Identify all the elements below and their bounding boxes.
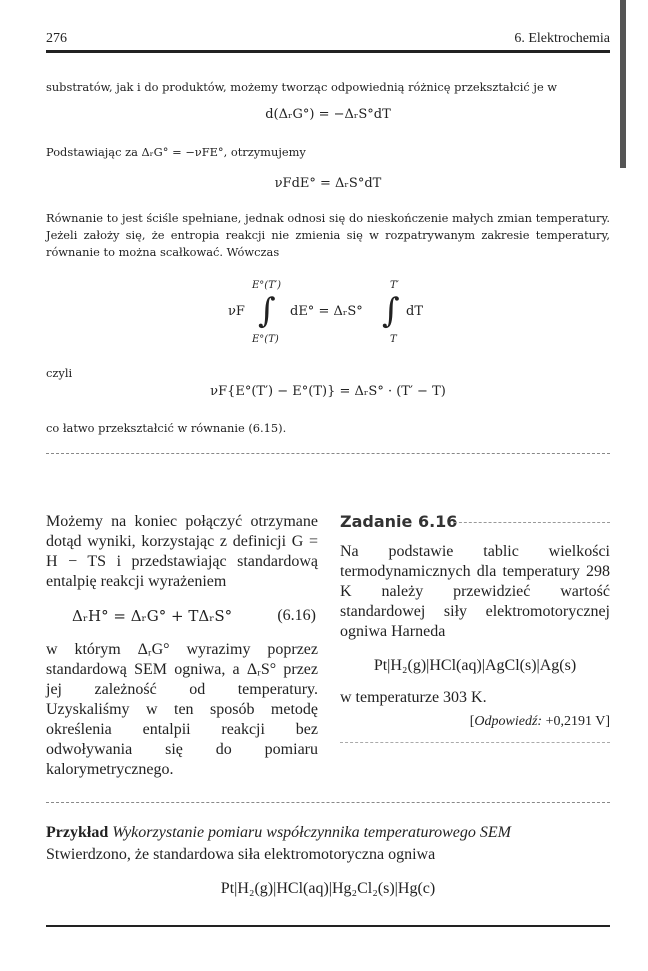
answer-value: +0,2191 V: [545, 714, 606, 729]
example-label: Przykład: [46, 824, 109, 841]
integral-sign: ∫: [258, 291, 276, 331]
left-column: [46, 512, 318, 780]
integral-middle: dE° = ΔᵣS°: [290, 304, 363, 319]
paragraph: w temperaturze 303 K.: [340, 689, 487, 706]
equation: νF{E°(T′) − E°(T)} = ΔᵣS° · (T′ − T): [210, 384, 446, 399]
paragraph: Możemy na koniec połączyć otrzymane dotąd wyniki, korzystając z definicji G = H − TS i przedstawiając standardową entalpię reakcji wyrażeniem: [46, 513, 318, 590]
integral-lower-limit: E°(T): [252, 334, 279, 345]
paragraph: Stwierdzono, że standardowa siła elektromotoryczna ogniwa: [46, 846, 436, 863]
integral-upper-limit: T′: [390, 280, 399, 291]
answer-label: Odpowiedź:: [474, 714, 543, 729]
equation: νFdE° = ΔᵣS°dT: [274, 176, 382, 191]
integral-equation: [0, 278, 648, 348]
equation-number: (6.16): [277, 607, 316, 624]
equation: d(ΔᵣG°) = −ΔᵣS°dT: [265, 107, 391, 122]
exercise-bottom-rule: [340, 742, 610, 743]
integral-end: dT: [406, 304, 423, 319]
example-title: Wykorzystanie pomiaru współczynnika temperaturowego SEM: [112, 824, 511, 841]
equation-6-16: [46, 592, 318, 640]
paragraph: Podstawiając za ΔᵣG° = −νFE°, otrzymujemy: [46, 145, 306, 159]
paragraph: co łatwo przekształcić w równanie (6.15).: [46, 421, 287, 435]
word-czyli: czyli: [46, 366, 73, 380]
section-divider: [46, 453, 610, 454]
paragraph: Na podstawie tablic wielkości termodynamicznych dla temperatury 298 K należy przewidzieć wartość standardowej siły elektromotorycznej ogniwa Harneda: [340, 543, 610, 640]
section-divider: [46, 802, 610, 803]
example-block: [46, 822, 610, 900]
right-column: [340, 512, 610, 743]
title-rule: [454, 522, 610, 523]
equation: ΔᵣH° = ΔᵣG° + TΔᵣS°: [72, 607, 233, 625]
answer: [Odpowiedź: +0,2191 V]: [469, 714, 610, 729]
cell-notation: Pt|H₂(g)|HCl(aq)|AgCl(s)|Ag(s): [373, 657, 577, 674]
integral-upper-limit: E°(T′): [252, 280, 282, 291]
paragraph: substratów, jak i do produktów, możemy tworząc odpowiednią różnicę przekształcić je w: [46, 80, 558, 94]
header-rule: [46, 50, 610, 53]
scan-edge-bar: [620, 0, 626, 168]
integral-sign: ∫: [382, 291, 400, 331]
integral-prefix: νF: [228, 304, 245, 319]
paragraph: Równanie to jest ściśle spełniane, jednak odnosi się do nieskończenie małych zmian temperatury. Jeżeli założy się, że entropia reakcji nie zmienia się w rozpatrywanym zakresie temperatury, równanie to można scałkować. Wówczas: [46, 211, 610, 259]
page-number: 276: [46, 31, 67, 46]
cell-notation: Pt|H₂(g)|HCl(aq)|Hg₂Cl₂(s)|Hg(c): [220, 880, 436, 897]
integral-lower-limit: T: [390, 334, 397, 345]
paragraph: w którym ΔᵣG° wyrazimy poprzez standardową SEM ogniwa, a ΔᵣS° przez jej zależność od temperatury. Uzyskaliśmy w ten sposób metodę określenia entalpii reakcji bez odwoływania się do pomiaru kalorymetrycznego.: [46, 641, 318, 778]
exercise-title: Zadanie 6.16: [340, 512, 458, 531]
footer-rule: [46, 925, 610, 927]
chapter-title: 6. Elektrochemia: [514, 31, 610, 46]
